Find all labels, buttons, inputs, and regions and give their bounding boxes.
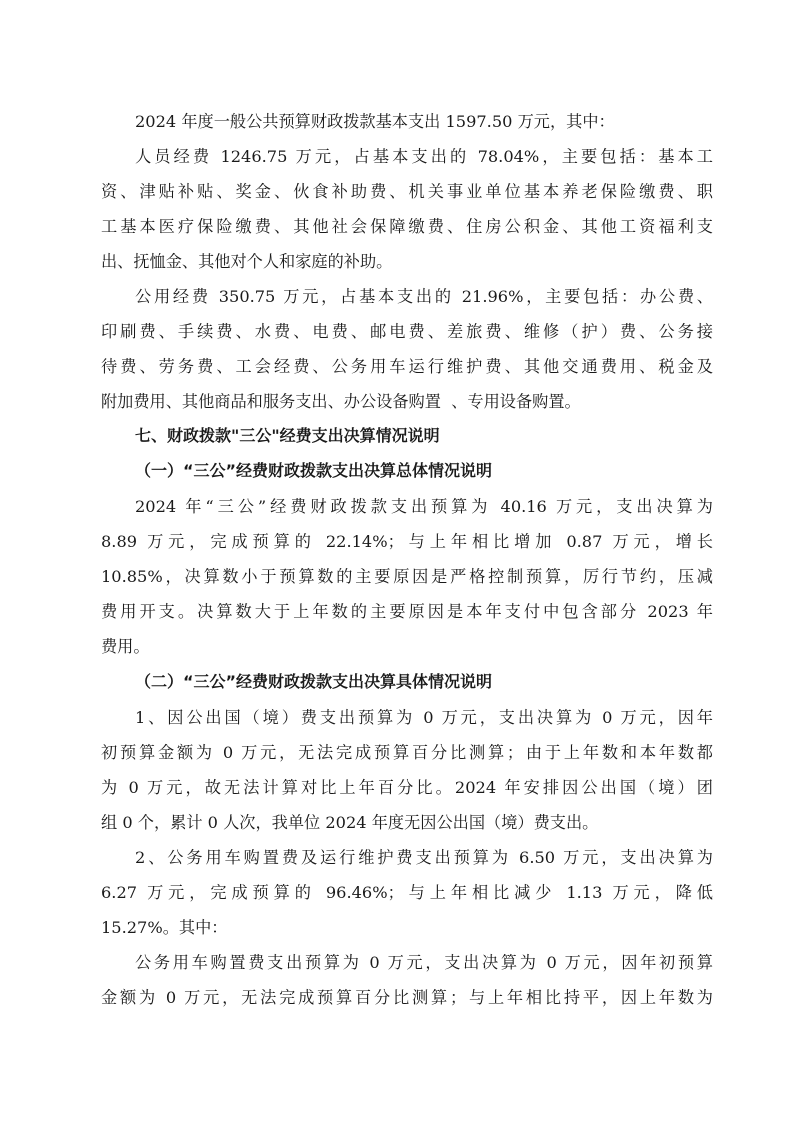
text-line: 资、津贴补贴、奖金、伙食补助费、机关事业单位基本养老保险缴费、职 [101, 182, 713, 201]
text-line: 公务用车购置费支出预算为 0 万元，支出决算为 0 万元，因年初预算 [135, 953, 713, 972]
text-line: 出、抚恤金、其他对个人和家庭的补助。 [101, 252, 393, 271]
subsection-heading-detail: （二）“三公”经费财政拨款支出决算具体情况说明 [135, 672, 493, 691]
text-line: 人员经费 1246.75 万元，占基本支出的 78.04%，主要包括：基本工 [135, 147, 713, 166]
text-line: 2024 年度一般公共预算财政拨款基本支出 1597.50 万元，其中： [135, 112, 615, 131]
text-line: 待费、劳务费、工会经费、公务用车运行维护费、其他交通费用、税金及 [101, 357, 713, 376]
text-line: 工基本医疗保险缴费、其他社会保障缴费、住房公积金、其他工资福利支 [101, 217, 713, 236]
text-line: 金额为 0 万元，无法完成预算百分比测算；与上年相比持平，因上年数为 [101, 988, 713, 1007]
text-line: 2、公务用车购置费及运行维护费支出预算为 6.50 万元，支出决算为 [135, 848, 713, 867]
text-line: 印刷费、手续费、水费、电费、邮电费、差旅费、维修（护）费、公务接 [101, 322, 713, 341]
text-line: 初预算金额为 0 万元，无法完成预算百分比测算；由于上年数和本年数都 [101, 743, 713, 762]
text-line: 8.89 万元，完成预算的 22.14%；与上年相比增加 0.87 万元，增长 [101, 532, 713, 551]
text-line: 2024 年“三公”经费财政拨款支出预算为 40.16 万元，支出决算为 [135, 497, 713, 516]
text-line: 为 0 万元，故无法计算对比上年百分比。2024 年安排因公出国（境）团 [101, 778, 713, 797]
text-line: 10.85%，决算数小于预算数的主要原因是严格控制预算，厉行节约，压减 [101, 567, 713, 586]
text-line: 附加费用、其他商品和服务支出、办公设备购置 、专用设备购置。 [101, 392, 581, 411]
text-line: 公用经费 350.75 万元，占基本支出的 21.96%，主要包括：办公费、 [135, 287, 713, 306]
section-heading: 七、财政拨款"三公"经费支出决算情况说明 [135, 426, 440, 445]
text-line: 1、因公出国（境）费支出预算为 0 万元，支出决算为 0 万元，因年 [135, 708, 713, 727]
text-line: 费用。 [101, 637, 150, 656]
text-line: 15.27%。其中： [101, 918, 228, 937]
text-line: 费用开支。决算数大于上年数的主要原因是本年支付中包含部分 2023 年 [101, 602, 713, 621]
subsection-heading-overall: （一）“三公”经费财政拨款支出决算总体情况说明 [135, 461, 493, 480]
text-line: 6.27 万元，完成预算的 96.46%；与上年相比减少 1.13 万元，降低 [101, 883, 713, 902]
text-line: 组 0 个，累计 0 人次，我单位 2024 年度无因公出国（境）费支出。 [101, 813, 599, 832]
